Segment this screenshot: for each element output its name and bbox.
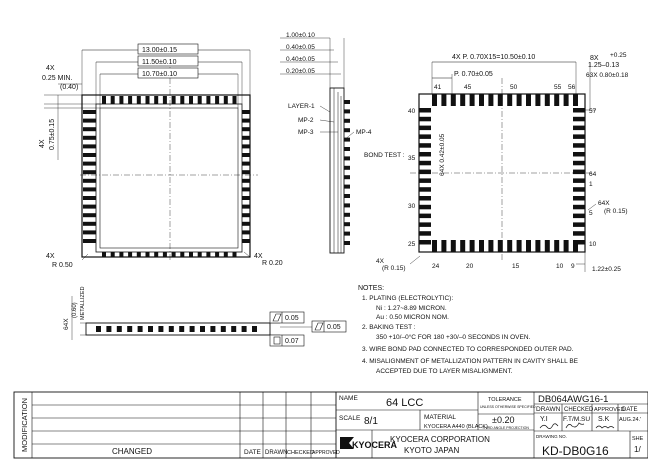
castellation <box>83 187 96 191</box>
castellation <box>242 170 250 174</box>
castellation <box>180 96 184 104</box>
bottom-pad <box>441 240 446 252</box>
metal-64x: 64X <box>63 318 70 330</box>
pin-35: 35 <box>408 155 416 162</box>
castellation <box>83 205 96 209</box>
note-1-ni: Ni : 1.27~8.89 MICRON. <box>376 305 447 312</box>
castellation <box>102 96 106 104</box>
pitch: P. 0.70±0.05 <box>454 71 493 78</box>
bottom-pad <box>441 94 446 106</box>
castellation <box>198 96 202 104</box>
note-4-cont: ACCEPTED DUE TO LAYER MISALIGNMENT. <box>376 368 513 375</box>
side-dim-0-40-b: 0.40±0.05 <box>286 56 315 63</box>
bottom-pad <box>554 94 559 106</box>
castellation <box>83 153 96 157</box>
castellation <box>83 162 96 166</box>
pin-50: 50 <box>510 84 518 91</box>
bottom-pad <box>564 94 569 106</box>
radius-bottom-prefix: 4X <box>376 258 384 265</box>
bottom-pad <box>488 240 493 252</box>
note-4: 4. MISALIGNMENT OF METALLIZATION PATTERN IN CAVITY SHALL BE <box>362 358 578 365</box>
top-view-castellations <box>83 96 250 257</box>
metallization-pads <box>96 326 257 332</box>
bottom-pad <box>498 94 503 106</box>
dim-0-75: 0.75±0.15 <box>49 118 56 150</box>
pin-10-bottom: 10 <box>556 263 564 270</box>
bottom-pad <box>488 94 493 106</box>
bottom-pad <box>573 161 585 166</box>
note-2-detail: 350 +10/–0°C FOR 180 +30/–0 SECONDS IN OVEN. <box>376 334 531 341</box>
pin-25: 25 <box>408 241 416 248</box>
bottom-pad <box>419 231 431 236</box>
castellation <box>146 96 150 104</box>
pin-15: 15 <box>512 263 520 270</box>
side-view-castellations <box>344 100 350 245</box>
bottom-pad <box>573 222 585 227</box>
company-city: KYOTO JAPAN <box>404 446 460 455</box>
pin-10: 10 <box>589 241 597 248</box>
bottom-pad <box>460 240 465 252</box>
side-pad <box>344 222 350 226</box>
side-pad <box>344 119 350 123</box>
castellation <box>215 96 219 104</box>
castellation <box>83 179 96 183</box>
radius-br: R 0.20 <box>262 260 283 267</box>
tolerance-label: TOLERANCE <box>488 397 522 403</box>
kyocera-logo <box>340 437 398 450</box>
metal-pad <box>127 326 132 332</box>
bottom-pad <box>573 94 578 106</box>
bottom-pad <box>419 170 431 175</box>
side-dim-0-40-a: 0.40±0.05 <box>286 44 315 51</box>
changed-label: CHANGED <box>112 447 153 456</box>
bottom-pad <box>545 240 550 252</box>
castellation <box>242 153 250 157</box>
bottom-pad <box>419 222 431 227</box>
tolerance-sub: UNLESS OTHERWISE SPECIFIED <box>480 405 536 409</box>
bottom-pad <box>573 134 585 139</box>
castellation <box>83 222 96 226</box>
label-layer-1: LAYER-1 <box>288 103 315 110</box>
pitch-total: 4X P. 0.70X15=10.50±0.10 <box>452 54 536 61</box>
bottom-pad <box>432 94 437 106</box>
side-pad <box>344 109 350 113</box>
svg-text:0.05: 0.05 <box>285 315 299 322</box>
bottom-pad <box>451 94 456 106</box>
bottom-pad <box>573 196 585 201</box>
scale-value: 8/1 <box>364 416 378 427</box>
castellation <box>119 96 123 104</box>
notes-title: NOTES: <box>358 285 385 292</box>
castellation <box>242 127 250 131</box>
radius-bottom: (R 0.15) <box>382 265 406 272</box>
bottom-pad <box>419 205 431 210</box>
castellation <box>172 96 176 104</box>
pin-9: 9 <box>571 263 575 270</box>
tolerance-value: ±0.20 <box>492 415 515 425</box>
castellation <box>242 119 250 123</box>
bottom-pad <box>451 240 456 252</box>
metal-pad <box>138 326 143 332</box>
date-label: DATE <box>244 449 261 456</box>
note-3: 3. WIRE BOND PAD CONNECTED TO CORRESPONDED OUTER PAD. <box>362 346 574 353</box>
pin-1: 1 <box>589 181 593 188</box>
bottom-pad <box>526 240 531 252</box>
castellation <box>154 252 158 257</box>
material-value: KYOCERA A440 (BLACK) <box>424 424 488 430</box>
note-1-au: Au : 0.50 MICRON NOM. <box>376 314 449 321</box>
side-pad <box>344 156 350 160</box>
castellation <box>83 136 96 140</box>
bottom-pad <box>479 94 484 106</box>
dim-0-75-prefix: 4X <box>39 139 46 148</box>
dim-11-50: 11.50±0.10 <box>142 59 177 66</box>
sheet-label: SHE <box>632 436 644 442</box>
radius-br-prefix: 4X <box>254 253 263 260</box>
castellation <box>206 96 210 104</box>
pin-20: 20 <box>466 263 474 270</box>
scale-label: SCALE <box>339 415 361 422</box>
metal-pad <box>117 326 122 332</box>
castellation <box>83 144 96 148</box>
approved-label: APPROVED <box>312 450 340 456</box>
metal-pad <box>148 326 153 332</box>
label-mp-3: MP-3 <box>298 129 314 136</box>
castellation <box>172 252 176 257</box>
metal-label: METALLIZED <box>80 286 86 320</box>
castellation <box>83 239 96 243</box>
metal-pad <box>169 326 174 332</box>
side-pad <box>344 128 350 132</box>
name-value: 64 LCC <box>386 397 424 409</box>
side-pad <box>344 194 350 198</box>
pin-5: 5 <box>589 210 593 217</box>
bottom-pad <box>432 240 437 252</box>
castellation <box>83 170 96 174</box>
castellation <box>83 213 96 217</box>
castellation <box>242 110 250 114</box>
pin-45: 45 <box>464 84 472 91</box>
val-drawn: Y.I <box>540 416 548 423</box>
bottom-pad <box>573 143 585 148</box>
metal-pad <box>231 326 236 332</box>
drawing-no-label: DRAWING NO. <box>536 434 567 439</box>
note-2: 2. BAKING TEST : <box>362 324 416 331</box>
label-mp-4: MP-4 <box>356 129 372 136</box>
tolerance-sub2: THIRD ANGLE PROJECTION <box>482 426 529 430</box>
castellation <box>242 205 250 209</box>
metal-pad <box>210 326 215 332</box>
bottom-pad <box>419 126 431 131</box>
dim-63x: 63X 0.80±0.18 <box>586 72 629 79</box>
radius-bl: R 0.50 <box>52 262 73 269</box>
bottom-pad <box>573 214 585 219</box>
bottom-pad <box>419 187 431 192</box>
metal-0-60: (0.60) <box>72 302 78 318</box>
side-pad <box>344 241 350 245</box>
hdr-checked: CHECKED <box>564 407 594 413</box>
dim-1-25: 1.25–0.13 <box>588 62 620 69</box>
bottom-pad <box>573 152 585 157</box>
castellation <box>119 252 123 257</box>
name-label: NAME <box>339 395 358 402</box>
flatness-box-2 <box>312 321 346 332</box>
bottom-pad <box>573 117 585 122</box>
bottom-pad <box>419 143 431 148</box>
castellation <box>137 96 141 104</box>
bottom-pad <box>535 94 540 106</box>
bottom-pad <box>479 240 484 252</box>
metal-pad <box>190 326 195 332</box>
bottom-pad <box>419 108 431 113</box>
drawing-no: KD-DB0G16 <box>542 444 609 458</box>
bottom-pad <box>573 126 585 131</box>
castellation <box>242 136 250 140</box>
castellation <box>242 222 250 226</box>
pin-41: 41 <box>434 84 442 91</box>
castellation <box>198 252 202 257</box>
pad-dim: 64X 0.42±0.05 <box>439 133 446 176</box>
metal-pad <box>242 326 247 332</box>
castellation <box>146 252 150 257</box>
pin-64: 64 <box>589 171 597 178</box>
side-dim-0-20: 0.20±0.05 <box>286 68 315 75</box>
castellation <box>242 196 250 200</box>
castellation <box>233 252 237 257</box>
val-date: AUG.24.' <box>619 417 642 423</box>
bottom-pad <box>573 170 585 175</box>
side-pad <box>344 232 350 236</box>
castellation <box>242 144 250 148</box>
castellation <box>189 252 193 257</box>
side-pad <box>344 147 350 151</box>
side-pad <box>344 100 350 104</box>
hdr-approved: APPROVED <box>594 407 625 413</box>
dim-10-70: 10.70±0.10 <box>142 71 177 78</box>
castellation <box>111 252 115 257</box>
bottom-pad <box>517 240 522 252</box>
castellation <box>163 96 167 104</box>
castellation <box>215 252 219 257</box>
bottom-pad <box>517 94 522 106</box>
part-number: DB064AWG16-1 <box>538 394 609 405</box>
radius-right: (R 0.15) <box>604 208 628 215</box>
sheet-value: 1/ <box>634 445 641 454</box>
castellation <box>83 230 96 234</box>
label-mp-2: MP-2 <box>298 117 314 124</box>
val-approved: S.K <box>598 416 610 423</box>
metal-pad <box>252 326 257 332</box>
bottom-pad <box>419 161 431 166</box>
pin-55: 55 <box>554 84 562 91</box>
castellation <box>102 252 106 257</box>
drawn-label: DRAWN <box>265 450 288 456</box>
bottom-pad <box>419 240 431 245</box>
metal-pad <box>221 326 226 332</box>
bottom-dim: 1.22±0.25 <box>592 266 621 273</box>
bond-test-label: BOND TEST : <box>364 152 405 159</box>
metal-pad <box>106 326 111 332</box>
castellation <box>233 96 237 104</box>
bottom-pad <box>507 240 512 252</box>
castellation <box>242 230 250 234</box>
side-pad <box>344 213 350 217</box>
side-pad <box>344 166 350 170</box>
signatures <box>540 423 614 429</box>
side-pad <box>344 185 350 189</box>
castellation <box>163 252 167 257</box>
dim-0-25-min: 0.25 MIN. <box>42 75 73 82</box>
hdr-date: DATE <box>622 407 638 413</box>
dim-0-40: (0.40) <box>60 84 79 91</box>
castellation <box>206 252 210 257</box>
side-pad <box>344 175 350 179</box>
castellation <box>83 127 96 131</box>
castellation <box>242 187 250 191</box>
bottom-pad <box>507 94 512 106</box>
bottom-pad <box>545 94 550 106</box>
side-pad <box>344 138 350 142</box>
dim-tol-plus: +0.25 <box>610 52 627 59</box>
castellation <box>154 96 158 104</box>
bottom-pad <box>419 152 431 157</box>
bottom-pad <box>535 240 540 252</box>
bottom-pad <box>419 117 431 122</box>
castellation <box>189 96 193 104</box>
dim-8x: 8X <box>590 55 599 62</box>
castellation <box>242 162 250 166</box>
bottom-pad <box>573 240 585 245</box>
bottom-pad <box>573 187 585 192</box>
castellation <box>83 119 96 123</box>
material-label: MATERIAL <box>424 414 457 421</box>
radius-bl-prefix: 4X <box>46 253 55 260</box>
flatness-box-3 <box>270 335 304 346</box>
castellation <box>137 252 141 257</box>
bottom-pad <box>564 240 569 252</box>
bottom-pad <box>460 94 465 106</box>
svg-text:KYOCERA: KYOCERA <box>352 440 398 450</box>
pin-57: 57 <box>589 108 597 115</box>
castellation <box>83 196 96 200</box>
pin-30: 30 <box>408 203 416 210</box>
side-dim-1-00: 1.00±0.10 <box>286 32 315 39</box>
bottom-pad <box>573 108 585 113</box>
note-1: 1. PLATING (ELECTROLYTIC): <box>362 295 454 302</box>
pin-56: 56 <box>568 84 576 91</box>
castellation <box>242 239 250 243</box>
svg-text:0.07: 0.07 <box>285 338 299 345</box>
castellation <box>83 110 96 114</box>
castellation <box>180 252 184 257</box>
bottom-pad <box>554 240 559 252</box>
castellation <box>224 96 228 104</box>
hdr-drawn: DRAWN <box>536 406 561 413</box>
bottom-pad <box>419 178 431 183</box>
company-name: KYOCERA CORPORATION <box>390 435 490 444</box>
radius-right-prefix: 64X <box>598 200 610 207</box>
bottom-pad <box>470 94 475 106</box>
castellation <box>242 213 250 217</box>
metal-pad <box>200 326 205 332</box>
val-checked: F.T/M.SU <box>563 416 591 423</box>
dim-4x-left: 4X <box>46 65 55 72</box>
bottom-pad <box>573 178 585 183</box>
castellation <box>224 252 228 257</box>
castellation <box>128 252 132 257</box>
bottom-pad <box>419 134 431 139</box>
side-pad <box>344 203 350 207</box>
bottom-pad <box>470 240 475 252</box>
metal-pad <box>158 326 163 332</box>
bottom-pad <box>573 231 585 236</box>
castellation <box>242 179 250 183</box>
castellation <box>111 96 115 104</box>
pin-40: 40 <box>408 108 416 115</box>
pin-24: 24 <box>432 263 440 270</box>
bottom-pad <box>419 214 431 219</box>
castellation <box>128 96 132 104</box>
dim-13-00: 13.00±0.15 <box>142 47 177 54</box>
bottom-pad <box>573 205 585 210</box>
checked-label: CHECKED <box>287 450 314 456</box>
metal-pad <box>96 326 101 332</box>
bottom-pad <box>419 196 431 201</box>
svg-text:0.05: 0.05 <box>327 324 341 331</box>
flatness-box-1 <box>270 312 304 323</box>
bottom-pad <box>526 94 531 106</box>
bottom-pad <box>498 240 503 252</box>
metal-pad <box>179 326 184 332</box>
modification-label: MODIFICATION <box>20 397 29 452</box>
